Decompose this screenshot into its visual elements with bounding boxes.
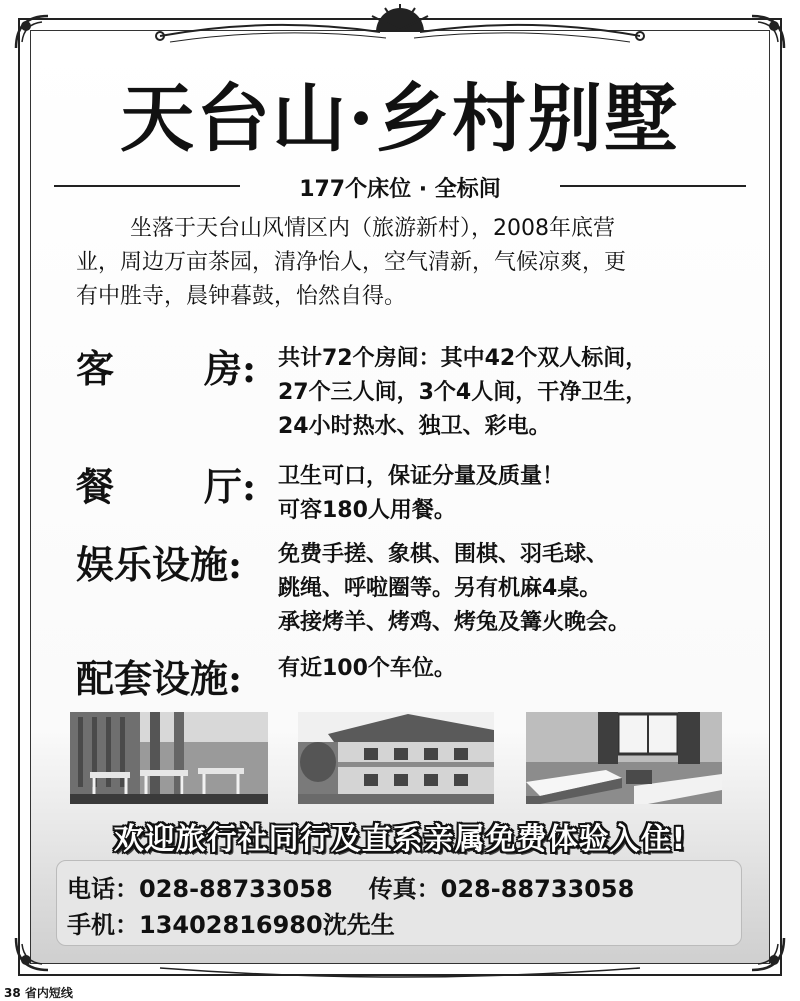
- subtitle-rule-right: [560, 185, 746, 187]
- dining-details: [278, 460, 758, 528]
- detail-line: 有近100个车位。: [278, 656, 456, 681]
- corner-flourish-icon: [748, 12, 788, 52]
- rooms-label: 客 房:: [76, 346, 256, 391]
- entertainment-label: 娱乐设施:: [76, 542, 243, 587]
- subtitle-row: [54, 172, 746, 200]
- detail-line: 承接烤羊、烤鸡、烤兔及篝火晚会。: [278, 610, 631, 635]
- sunburst-ornament-icon: [150, 2, 650, 48]
- detail-line: 跳绳、呼啦圈等。另有机麻4桌。: [278, 576, 602, 601]
- entertainment-details: [278, 538, 758, 640]
- corner-flourish-icon: [12, 12, 52, 52]
- dining-hall-photo: [70, 712, 268, 804]
- detail-line: 卫生可口，保证分量及质量！: [278, 464, 565, 489]
- rooms-details: [278, 342, 758, 444]
- page-title: 天台山·乡村别墅: [120, 76, 680, 162]
- contact-box: [56, 860, 742, 946]
- mobile-number[interactable]: 13402816980沈先生: [139, 911, 395, 939]
- detail-line: 27个三人间，3个4人间，干净卫生，: [278, 380, 648, 405]
- mobile-label: 手机：: [67, 911, 139, 939]
- guest-room-photo: [526, 712, 722, 804]
- dining-label: 餐 厅:: [76, 464, 256, 509]
- subtitle: 177个床位 · 全标间: [299, 177, 501, 202]
- detail-line: 24小时热水、独卫、彩电。: [278, 414, 551, 439]
- contact-phone-fax-line: [67, 869, 634, 904]
- corner-flourish-icon: [12, 934, 52, 974]
- intro-line: 坐落于天台山风情区内（旅游新村），2008年底营: [130, 216, 615, 241]
- intro-line: 业，周边万亩茶园，清净怡人，空气清新，气候凉爽，更: [76, 250, 627, 275]
- phone-number[interactable]: 028-88733058: [139, 875, 333, 903]
- corner-flourish-icon: [748, 934, 788, 974]
- bottom-ornament: [150, 958, 650, 988]
- intro-paragraph: [76, 212, 756, 314]
- fax-label: 传真：: [368, 875, 441, 903]
- contact-mobile-line: [67, 905, 395, 940]
- phone-label: 电话：: [67, 875, 139, 903]
- villa-building-photo: [298, 712, 494, 804]
- page-footer: 38 省内短线: [4, 986, 73, 1000]
- facilities-label: 配套设施:: [76, 656, 243, 701]
- welcome-banner: 欢迎旅行社同行及直系亲属免费体验入住!: [113, 822, 687, 857]
- detail-line: 可容180人用餐。: [278, 498, 456, 523]
- detail-line: 免费手搓、象棋、围棋、羽毛球、: [278, 542, 609, 567]
- fax-number[interactable]: 028-88733058: [440, 875, 635, 903]
- facilities-details: [278, 652, 758, 686]
- intro-line: 有中胜寺，晨钟暮鼓，怡然自得。: [76, 284, 407, 309]
- detail-line: 共计72个房间：其中42个双人标间，: [278, 346, 648, 371]
